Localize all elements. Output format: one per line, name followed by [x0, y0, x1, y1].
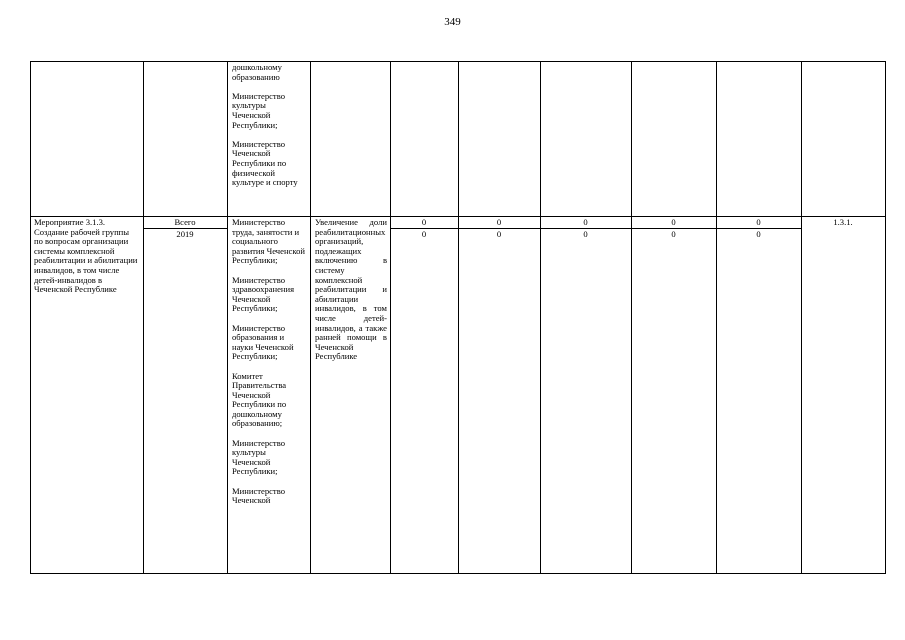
column-divider — [310, 61, 311, 574]
page-number: 349 — [444, 16, 461, 28]
source-year: 2019 — [176, 229, 194, 239]
year-value: 0 — [421, 229, 427, 239]
year-value: 0 — [583, 229, 588, 239]
total-value: 0 — [756, 217, 761, 227]
executor-text: дошкольному образованию — [232, 62, 282, 82]
table-border-left — [30, 61, 31, 574]
column-divider — [143, 61, 144, 574]
executor-text: Министерство Чеченской Республики по физической культуре и спорту — [232, 138, 298, 188]
executor-text: Министерство Чеченской — [232, 485, 285, 506]
column-divider — [801, 61, 802, 574]
executor-text: Министерство культуры Чеченской Республики; — [232, 90, 285, 130]
total-value: 0 — [671, 217, 676, 227]
measure-name: Мероприятие 3.1.3. Создание рабочей группы по вопросам организации системы комплексной реабилитации и абилитации инвалидов, в том числе детей-инвалидов в Чеченской Республике — [34, 217, 138, 295]
program-table — [30, 61, 886, 574]
column-divider — [227, 61, 228, 574]
total-value: 0 — [496, 217, 502, 227]
year-value: 0 — [671, 229, 676, 239]
subrow-divider — [390, 228, 801, 229]
executor-text: Министерство труда, занятости и социального развития Чеченской Республики; — [232, 217, 305, 266]
table-border-top — [30, 61, 886, 62]
column-divider — [631, 61, 632, 574]
table-border-bottom — [30, 573, 886, 574]
executor-text: Комитет Правительства Чеченской Республики по дошкольному образованию; — [232, 370, 287, 429]
executor-text: Министерство образования и науки Чеченской Республики; — [232, 322, 294, 362]
total-value: 0 — [421, 217, 427, 227]
source-total: Всего — [174, 217, 196, 227]
column-divider — [540, 61, 541, 574]
total-value: 0 — [583, 217, 588, 227]
column-divider — [458, 61, 459, 574]
column-divider — [390, 61, 391, 574]
measure-executors-cell — [232, 218, 306, 506]
table-border-right — [885, 61, 886, 574]
indicator-reference: 1.3.1. — [833, 217, 853, 227]
column-divider — [716, 61, 717, 574]
executor-text: Министерство здравоохранения Чеченской Республики; — [232, 274, 295, 314]
year-value: 0 — [496, 229, 502, 239]
top-executors-cell — [232, 63, 306, 188]
executor-text: Министерство культуры Чеченской Республики; — [232, 437, 285, 477]
year-value: 0 — [756, 229, 761, 239]
measure-result: Увеличение доли реабилитационных организаций, подлежащих включению в систему комплексной реабилитации и абилитации инвалидов, в том числе детей-инвалидов, а также ранней помощи в Чеченской Республике — [315, 217, 387, 362]
